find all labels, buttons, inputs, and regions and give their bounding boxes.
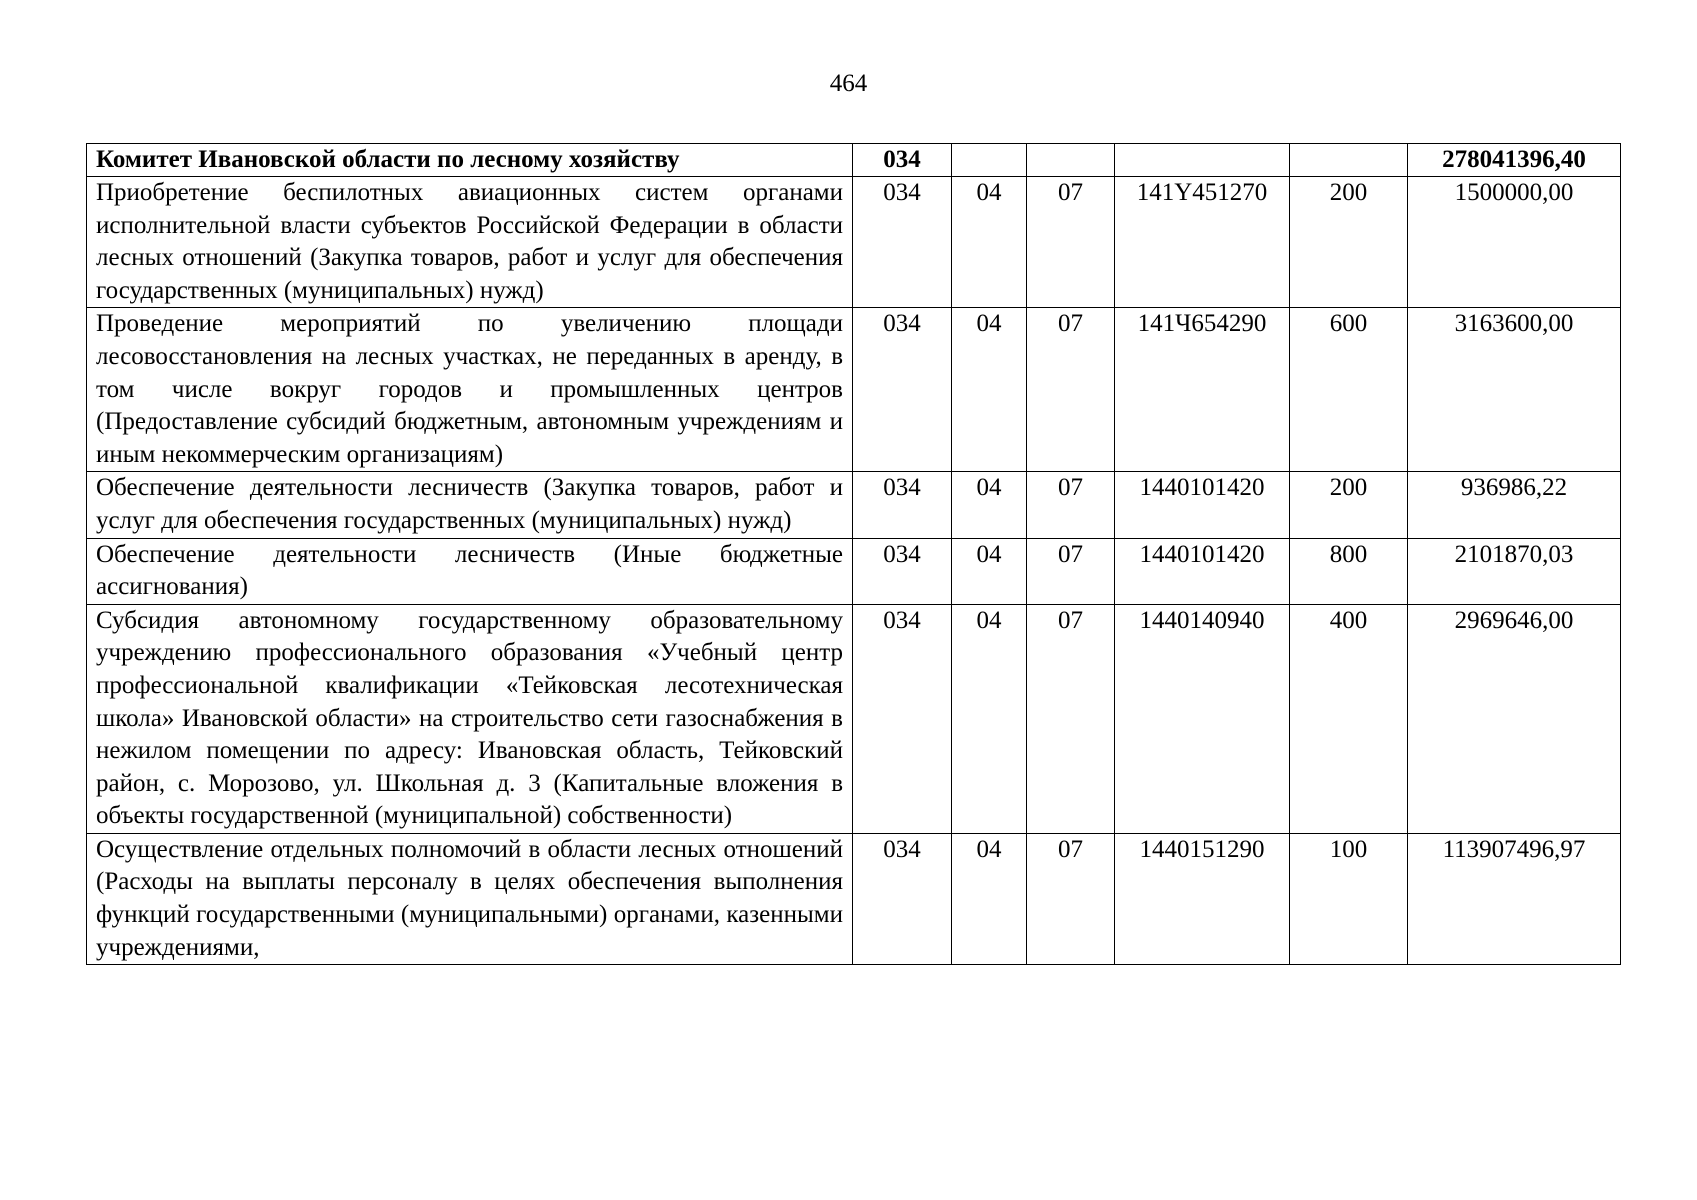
cell-amount: 2101870,03 — [1408, 538, 1621, 604]
cell-subsection: 07 — [1027, 833, 1115, 964]
cell-subsection — [1027, 144, 1115, 177]
cell-expense-type: 400 — [1290, 604, 1408, 833]
cell-target: 1440101420 — [1115, 472, 1290, 538]
cell-target: 141Y451270 — [1115, 177, 1290, 308]
cell-name: Субсидия автономному государственному образовательному учреждению профессионального образования «Учебный центр профессиональной квалификации «Тейковская лесотехническая школа» Ивановской области» на строительство сети газоснабжения в нежилом помещении по адресу: Ивановская область, Тейковский район, с. Морозово, ул. Школьная д. 3 (Капитальные вложения в объекты государственной (муниципальной) собственности) — [87, 604, 853, 833]
cell-target: 1440101420 — [1115, 538, 1290, 604]
cell-ministry: 034 — [853, 833, 952, 964]
table-row — [87, 177, 1621, 308]
cell-ministry: 034 — [853, 472, 952, 538]
page-number: 464 — [829, 70, 868, 97]
table-row — [87, 833, 1621, 964]
cell-amount: 1500000,00 — [1408, 177, 1621, 308]
cell-expense-type — [1290, 144, 1408, 177]
cell-expense-type: 200 — [1290, 472, 1408, 538]
cell-amount: 936986,22 — [1408, 472, 1621, 538]
cell-section: 04 — [952, 604, 1027, 833]
cell-ministry: 034 — [853, 177, 952, 308]
cell-ministry: 034 — [853, 144, 952, 177]
table-header-row — [87, 144, 1621, 177]
cell-target: 141Ч654290 — [1115, 308, 1290, 472]
cell-expense-type: 800 — [1290, 538, 1408, 604]
cell-subsection: 07 — [1027, 177, 1115, 308]
table-row — [87, 604, 1621, 833]
cell-section — [952, 144, 1027, 177]
cell-name: Обеспечение деятельности лесничеств (Иные бюджетные ассигнования) — [87, 538, 853, 604]
cell-expense-type: 100 — [1290, 833, 1408, 964]
cell-target: 1440140940 — [1115, 604, 1290, 833]
cell-amount: 3163600,00 — [1408, 308, 1621, 472]
cell-name: Осуществление отдельных полномочий в области лесных отношений (Расходы на выплаты персоналу в целях обеспечения выполнения функций государственными (муниципальными) органами, казенными учреждениями, — [87, 833, 853, 964]
cell-expense-type: 200 — [1290, 177, 1408, 308]
table-row — [87, 538, 1621, 604]
cell-section: 04 — [952, 538, 1027, 604]
cell-section: 04 — [952, 833, 1027, 964]
cell-ministry: 034 — [853, 308, 952, 472]
cell-amount: 278041396,40 — [1408, 144, 1621, 177]
cell-name: Приобретение беспилотных авиационных систем органами исполнительной власти субъектов Российской Федерации в области лесных отношений (Закупка товаров, работ и услуг для обеспечения государственных (муниципальных) нужд) — [87, 177, 853, 308]
cell-target — [1115, 144, 1290, 177]
cell-subsection: 07 — [1027, 604, 1115, 833]
budget-table — [86, 143, 1621, 965]
cell-target: 1440151290 — [1115, 833, 1290, 964]
cell-expense-type: 600 — [1290, 308, 1408, 472]
table-row — [87, 472, 1621, 538]
cell-amount: 113907496,97 — [1408, 833, 1621, 964]
cell-subsection: 07 — [1027, 472, 1115, 538]
cell-name: Обеспечение деятельности лесничеств (Закупка товаров, работ и услуг для обеспечения государственных (муниципальных) нужд) — [87, 472, 853, 538]
cell-subsection: 07 — [1027, 538, 1115, 604]
cell-ministry: 034 — [853, 538, 952, 604]
cell-name: Проведение мероприятий по увеличению площади лесовосстановления на лесных участках, не переданных в аренду, в том числе вокруг городов и промышленных центров (Предоставление субсидий бюджетным, автономным учреждениям и иным некоммерческим организациям) — [87, 308, 853, 472]
cell-section: 04 — [952, 177, 1027, 308]
cell-ministry: 034 — [853, 604, 952, 833]
cell-section: 04 — [952, 472, 1027, 538]
table-row — [87, 308, 1621, 472]
cell-name: Комитет Ивановской области по лесному хозяйству — [87, 144, 853, 177]
cell-amount: 2969646,00 — [1408, 604, 1621, 833]
cell-subsection: 07 — [1027, 308, 1115, 472]
cell-section: 04 — [952, 308, 1027, 472]
